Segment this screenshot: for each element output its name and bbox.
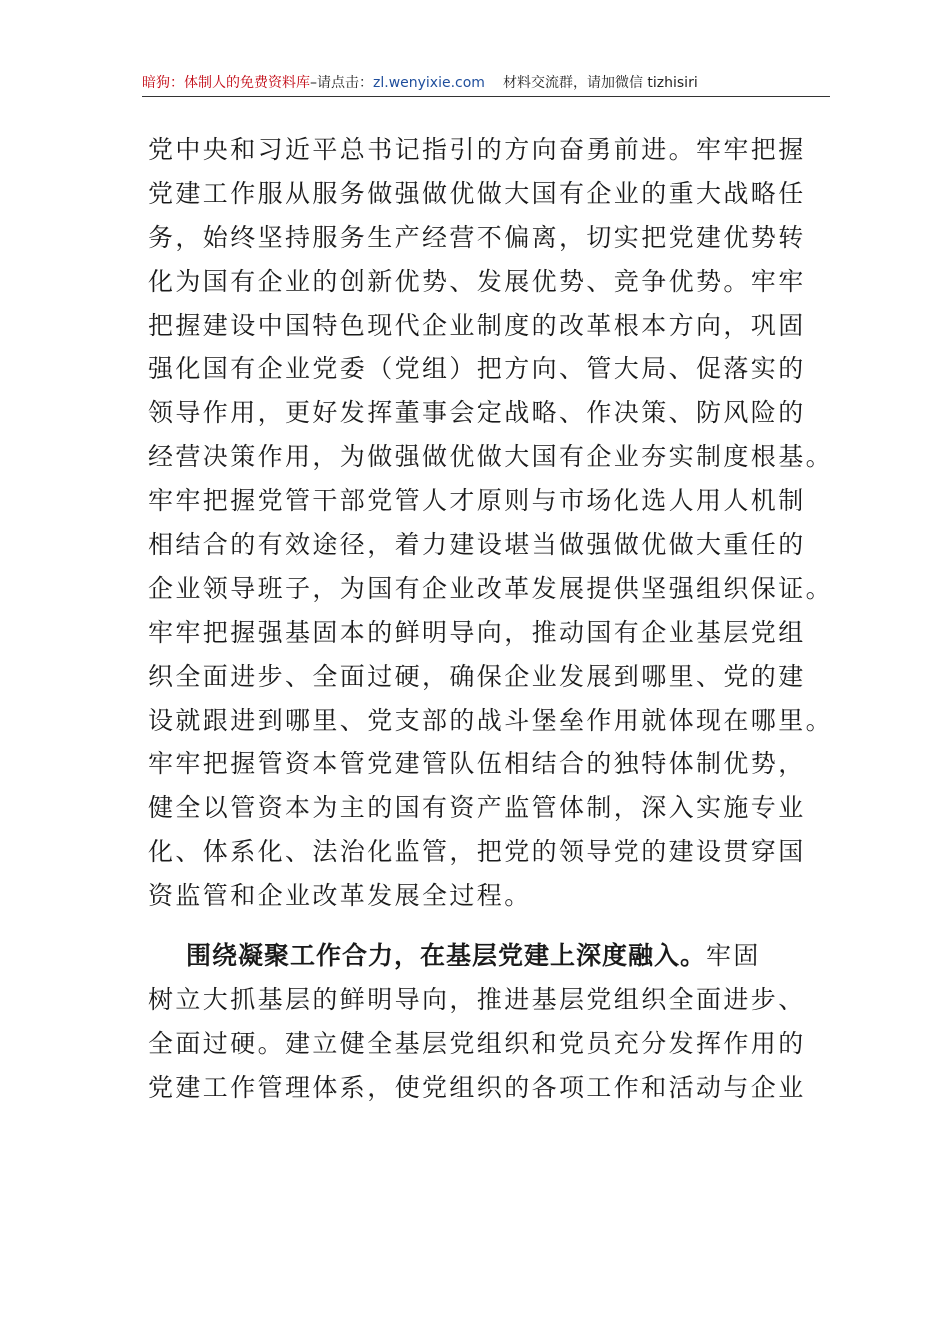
paragraph-2-first-line: [148, 934, 816, 978]
text-line: 化、体系化、法治化监管，把党的领导党的建设贯穿国: [148, 837, 806, 867]
text-line: 牢牢把握管资本管党建管队伍相结合的独特体制优势，: [148, 749, 806, 779]
text-line: 务，始终坚持服务生产经营不偏离，切实把党建优势转: [148, 222, 806, 252]
text-line: 资监管和企业改革发展全过程。: [148, 881, 532, 911]
header-click-prompt: –请点击：: [310, 75, 373, 91]
text-fragment: 牢固: [706, 941, 761, 971]
header-link[interactable]: zl.wenyixie.com: [373, 75, 485, 91]
text-line: 经营决策作用，为做强做优做大国有企业夯实制度根基。: [148, 442, 834, 472]
text-line: 把握建设中国特色现代企业制度的改革根本方向，巩固: [148, 310, 806, 340]
text-line: 牢牢把握强基固本的鲜明导向，推动国有企业基层党组: [148, 617, 806, 647]
section-heading: 围绕凝聚工作合力，在基层党建上深度融入。: [186, 941, 707, 971]
document-body: [148, 128, 834, 1110]
text-line: 领导作用，更好发挥董事会定战略、作决策、防风险的: [148, 398, 806, 428]
paragraph-2: [148, 934, 816, 1110]
text-line: 相结合的有效途径，着力建设堪当做强做优做大重任的: [148, 530, 806, 560]
header-site-name: 暗狗：体制人的免费资料库: [142, 75, 310, 91]
text-line: 党中央和习近平总书记指引的方向奋勇前进。牢牢把握: [148, 135, 806, 164]
text-line: 织全面进步、全面过硬，确保企业发展到哪里、党的建: [148, 661, 806, 691]
header-wechat-note: 材料交流群，请加微信 tizhisiri: [502, 75, 698, 91]
text-line: 健全以管资本为主的国有资产监管体制，深入实施专业: [148, 793, 806, 823]
text-line: 牢牢把握党管干部党管人才原则与市场化选人用人机制: [148, 486, 806, 516]
text-line: 化为国有企业的创新优势、发展优势、竞争优势。牢牢: [148, 266, 806, 296]
text-line: 树立大抓基层的鲜明导向，推进基层党组织全面进步、: [148, 984, 806, 1014]
text-line: 强化国有企业党委（党组）把方向、管大局、促落实的: [148, 354, 806, 384]
paragraph-1: [148, 128, 834, 918]
text-line: 设就跟进到哪里、党支部的战斗堡垒作用就体现在哪里。: [148, 705, 834, 735]
text-line: 党建工作管理体系，使党组织的各项工作和活动与企业: [148, 1072, 806, 1102]
text-line: 企业领导班子，为国有企业改革发展提供坚强组织保证。: [148, 573, 834, 603]
text-line: 党建工作服从服务做强做优做大国有企业的重大战略任: [148, 178, 806, 208]
text-line: 全面过硬。建立健全基层党组织和党员充分发挥作用的: [148, 1028, 806, 1058]
page-header: [142, 72, 830, 97]
